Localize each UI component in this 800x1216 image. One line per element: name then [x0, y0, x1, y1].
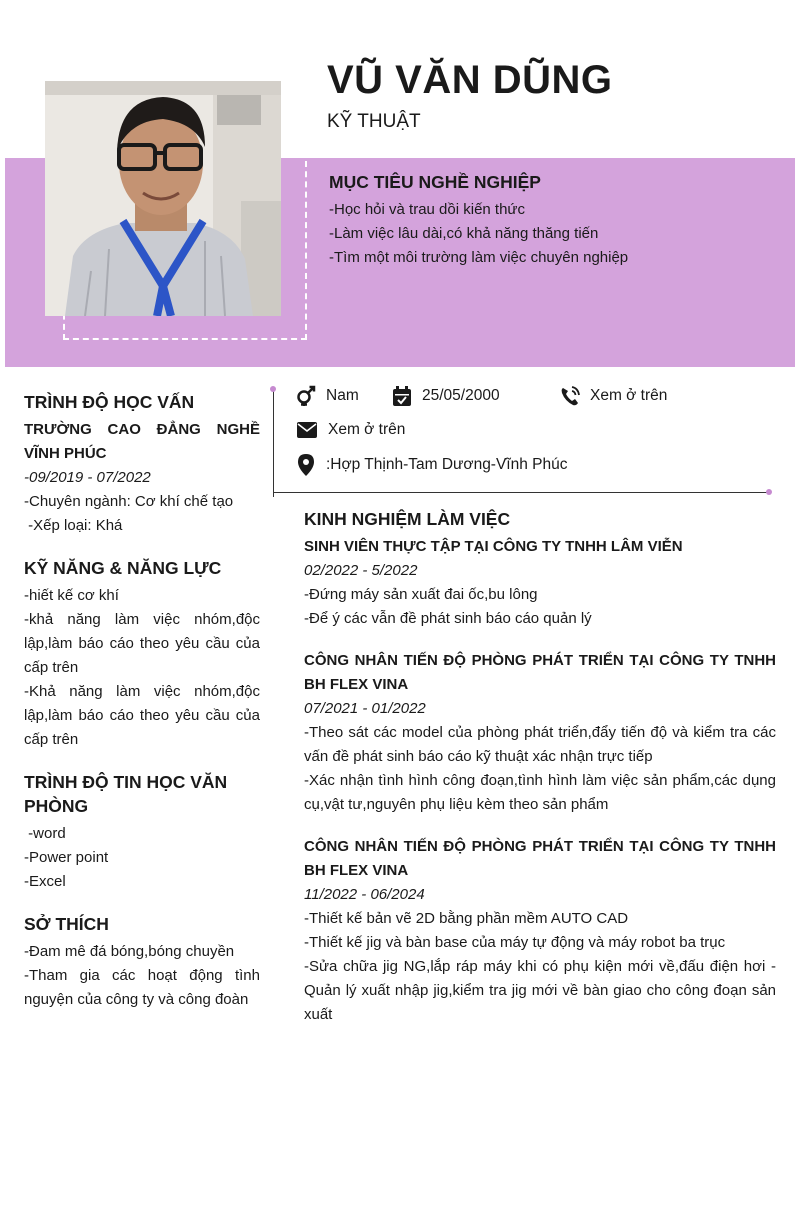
divider-dot — [270, 386, 276, 392]
education-date: -09/2019 - 07/2022 — [24, 469, 151, 486]
gender-value: Nam — [326, 387, 359, 404]
experience-section — [304, 507, 776, 1045]
address-value: :Hợp Thịnh-Tam Dương-Vĩnh Phúc — [326, 456, 568, 473]
job-date: 02/2022 - 5/2022 — [304, 562, 418, 579]
objective-line: -Tìm một môi trường làm việc chuyên nghiệp — [329, 249, 629, 266]
profile-photo — [45, 81, 281, 316]
hobbies-title: SỞ THÍCH — [24, 914, 109, 934]
email-value: Xem ở trên — [328, 421, 406, 438]
job-entry — [304, 649, 776, 817]
education-section — [24, 390, 260, 538]
birthday-value: 25/05/2000 — [422, 387, 500, 404]
phone-icon — [560, 385, 580, 407]
location-pin-icon — [296, 453, 316, 477]
hobbies-line: -Tham gia các hoạt động tình nguyện của công ty và công đoàn — [24, 967, 260, 1008]
job-date: 11/2022 - 06/2024 — [304, 886, 425, 903]
divider-vertical — [273, 389, 274, 497]
hobbies-section — [24, 912, 260, 1012]
job-date: 07/2021 - 01/2022 — [304, 700, 426, 717]
birthday-info — [392, 385, 500, 407]
skills-line: -hiết kế cơ khí — [24, 587, 119, 604]
job-line: -Xác nhận tình hình công đoạn,tình hình làm việc sản phẩm,các dụng cụ,vật tư,nguyên phụ liệu kèm theo sản phẩm — [304, 772, 776, 813]
address-info — [296, 453, 568, 477]
job-line: -Để ý các vẫn đề phát sinh báo cáo quản lý — [304, 610, 592, 627]
divider-horizontal — [273, 492, 769, 493]
divider-dot — [766, 489, 772, 495]
job-line: -Thiết kế bản vẽ 2D bằng phần mềm AUTO CAD — [304, 910, 629, 927]
job-line: -Theo sát các model của phòng phát triển,đẩy tiến độ và kiểm tra các vấn đề phát sinh báo cáo kỹ thuật xác nhận trực tiếp — [304, 724, 776, 765]
it-skills-line: -word — [24, 825, 66, 842]
job-entry — [304, 835, 776, 1027]
skills-line: -khả năng làm việc nhóm,độc lập,làm báo cáo theo yêu cầu của cấp trên — [24, 611, 260, 676]
email-info — [296, 419, 405, 441]
gender-info — [296, 385, 359, 407]
it-skills-section — [24, 770, 260, 894]
objective-line: -Học hỏi và trau dồi kiến thức — [329, 201, 525, 218]
education-line: -Xếp loại: Khá — [24, 517, 123, 534]
it-skills-line: -Excel — [24, 873, 66, 890]
candidate-role: KỸ THUẬT — [327, 111, 421, 132]
it-skills-title: TRÌNH ĐỘ TIN HỌC VĂN PHÒNG — [24, 772, 228, 816]
objective-title: MỤC TIÊU NGHỀ NGHIỆP — [329, 172, 541, 192]
education-line: -Chuyên ngành: Cơ khí chế tạo — [24, 493, 234, 510]
hobbies-line: -Đam mê đá bóng,bóng chuyền — [24, 943, 235, 960]
calendar-icon — [392, 385, 412, 407]
objective-line: -Làm việc lâu dài,có khả năng thăng tiến — [329, 225, 599, 242]
phone-info — [560, 385, 667, 407]
skills-section — [24, 556, 260, 752]
job-position: CÔNG NHÂN TIẾN ĐỘ PHÒNG PHÁT TRIỂN TẠI CÔNG TY TNHH BH FLEX VINA — [304, 652, 776, 693]
objective-section — [329, 170, 769, 270]
candidate-name: VŨ VĂN DŨNG — [327, 58, 613, 102]
skills-line: -Khả năng làm việc nhóm,độc lập,làm báo cáo theo yêu cầu của cấp trên — [24, 683, 260, 748]
job-line: -Đứng máy sản xuất đai ốc,bu lông — [304, 586, 538, 603]
job-position: SINH VIÊN THỰC TẬP TẠI CÔNG TY TNHH LÂM VIỄN — [304, 538, 683, 555]
phone-value: Xem ở trên — [590, 387, 668, 404]
education-title: TRÌNH ĐỘ HỌC VẤN — [24, 392, 195, 412]
left-column — [24, 390, 260, 1030]
job-line: -Thiết kế jig và bàn base của máy tự động và máy robot ba trục — [304, 934, 726, 951]
job-line: -Sửa chữa jig NG,lắp ráp máy khi có phụ kiện mới về,đấu điện hơi - Quản lý xuất nhập jig,kiểm tra jig mới về bàn giao cho công đoạn sản xuất — [304, 958, 776, 1023]
experience-title: KINH NGHIỆM LÀM VIỆC — [304, 509, 511, 529]
skills-title: KỸ NĂNG & NĂNG LỰC — [24, 558, 222, 578]
email-icon — [296, 419, 318, 441]
it-skills-line: -Power point — [24, 849, 109, 866]
job-entry — [304, 535, 776, 631]
job-position: CÔNG NHÂN TIẾN ĐỘ PHÒNG PHÁT TRIỂN TẠI CÔNG TY TNHH BH FLEX VINA — [304, 838, 776, 879]
school-name: TRƯỜNG CAO ĐẲNG NGHỀ VĨNH PHÚC — [24, 421, 260, 462]
gender-icon — [296, 385, 316, 407]
